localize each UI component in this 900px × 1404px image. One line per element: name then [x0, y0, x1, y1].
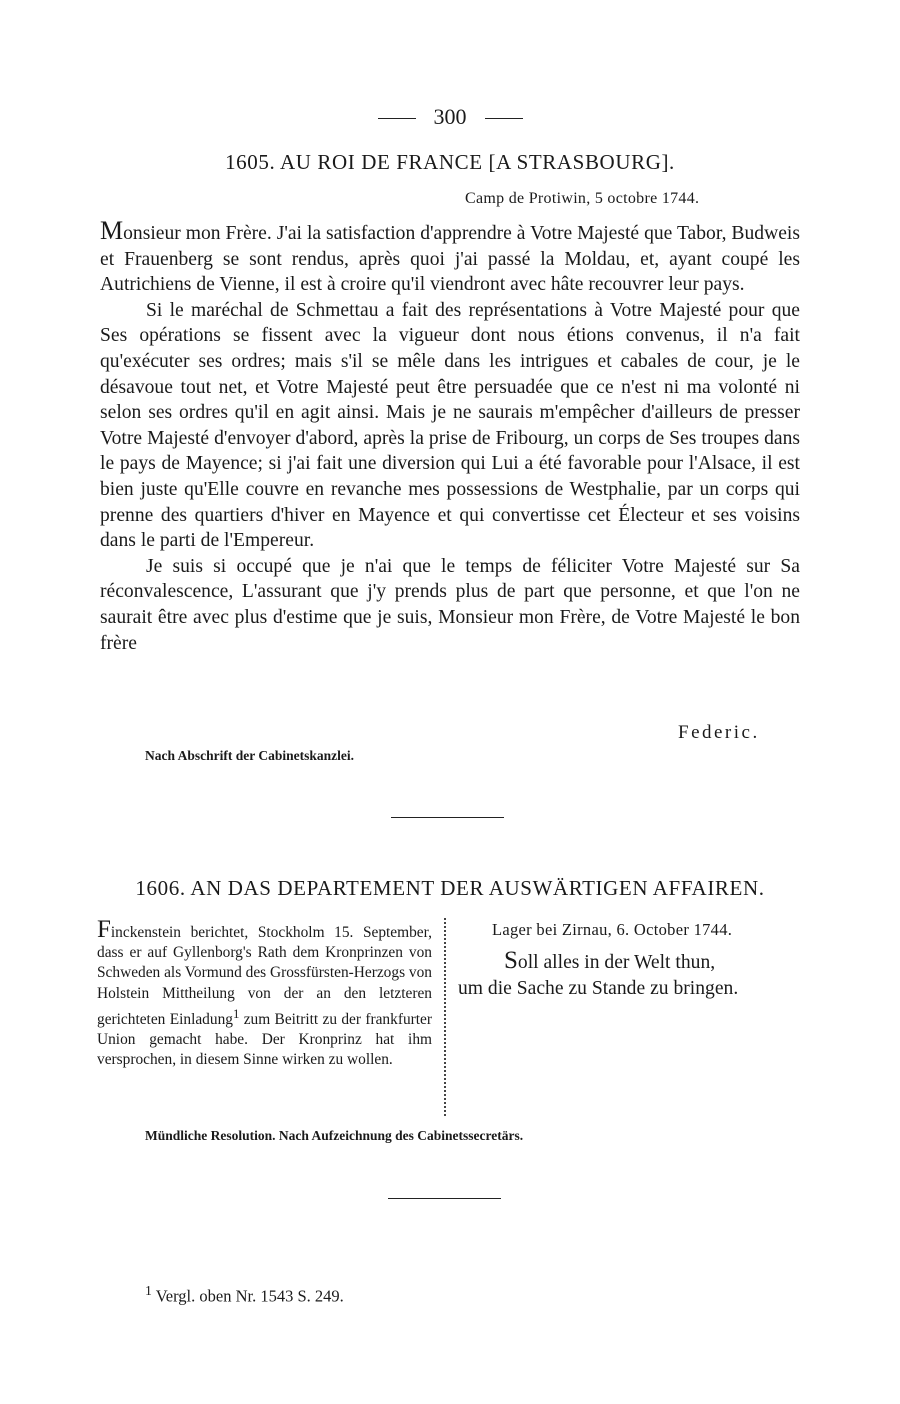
footnote-reference: 1 [232, 1006, 240, 1021]
letter-paragraph-1-text: onsieur mon Frère. J'ai la satisfaction d'apprendre à Votre Majesté que Tabor, Budweis et Frauenberg se sont rendus, après quoi j'ai passé la Moldau, et, ayant coupé les Autrichiens de Vienne, il est à croire qu'il viendront avec hâte recouvrer leur pays. [100, 223, 800, 296]
report-text-end: zum Beitritt zu der frankfurter Union gemacht habe. Der Kronprinz hat ihm versprochen, in diesem Sinne wirken zu wollen. [97, 1010, 432, 1069]
section-1606-dateline: Lager bei Zirnau, 6. October 1744. [492, 920, 733, 939]
letter-paragraph-3: Je suis si occupé que je n'ai que le temps de féliciter Votre Majesté sur Sa réconvalescence, L'assurant que j'y prends plus de part que personne, et que l'on ne saurait être avec plus d'estime que je suis, Monsieur mon Frère, de Votre Majesté le bon frère [100, 555, 800, 654]
column-divider-dotted [444, 918, 446, 1116]
letter-initial: M [100, 216, 124, 245]
section-1606-report-summary [97, 916, 432, 1071]
letter-signature: Federic. [678, 722, 760, 743]
section-1606-source-note: Mündliche Resolution. Nach Aufzeichnung des Cabinetssecretärs. [145, 1128, 524, 1143]
section-1605-letter [100, 218, 800, 656]
page-number-line [0, 104, 900, 130]
resolution-line-1-text: oll alles in der Welt thun, [517, 952, 716, 973]
footnote-separator-rule [388, 1198, 501, 1199]
page-number: 300 [433, 104, 467, 129]
page-number-dash-left [378, 118, 416, 119]
letter-paragraph-2: Si le maréchal de Schmettau a fait des représentations à Votre Majesté pour que Ses opérations se fissent avec la vigueur dont nous étions convenus, il n'a fait qu'exécuter ses ordres; mais s'il se mêle dans les intrigues et cabales de cour, je le désavoue tout net, et Votre Majesté peut être persuadée que ce n'est ni ma volonté ni selon ses ordres qu'il en agit ainsi. Mais je ne saurais m'empêcher d'ailleurs de presser Votre Majesté d'envoyer d'abord, après la prise de Fribourg, un corps de Ses troupes dans le pays de Mayence; si j'ai fait une diversion qui Lui a été favorable pour l'Alsace, il est bien juste qu'Elle couvre en revanche mes possessions de Westphalie, par un corps qui prenne des quartiers d'hiver en Mayence et qui convertisse cet Électeur et ses voisins dans le parti de l'Empereur. [100, 299, 800, 552]
resolution-initial: S [504, 947, 518, 974]
section-divider-rule [391, 817, 504, 818]
letter-paragraph-1 [100, 218, 800, 298]
section-1606-resolution [458, 948, 798, 1002]
section-1606-title: 1606. AN DAS DEPARTEMENT DER AUSWÄRTIGEN AFFAIREN. [135, 876, 765, 900]
report-initial: F [97, 916, 111, 943]
resolution-line-2: um die Sache zu Stande zu bringen. [458, 978, 739, 999]
page-number-dash-right [485, 118, 523, 119]
section-1605-dateline: Camp de Protiwin, 5 octobre 1744. [465, 190, 700, 207]
section-1605-title: 1605. AU ROI DE FRANCE [A STRASBOURG]. [225, 150, 675, 174]
section-1605-source-note: Nach Abschrift der Cabinetskanzlei. [145, 748, 355, 763]
report-text: inckenstein berichtet, Stockholm 15. September, dass er auf Gyllenborg's Rath dem Kronprinzen von Schweden als Vormund des Grossfürsten-Herzogs von Holstein Mittheilung von der an den letzteren gerichteten Einladung [97, 924, 432, 1028]
resolution-line-1 [458, 948, 798, 976]
footnote-marker: 1 [145, 1283, 152, 1298]
footnote [145, 1283, 344, 1307]
footnote-text: Vergl. oben Nr. 1543 S. 249. [155, 1286, 344, 1306]
